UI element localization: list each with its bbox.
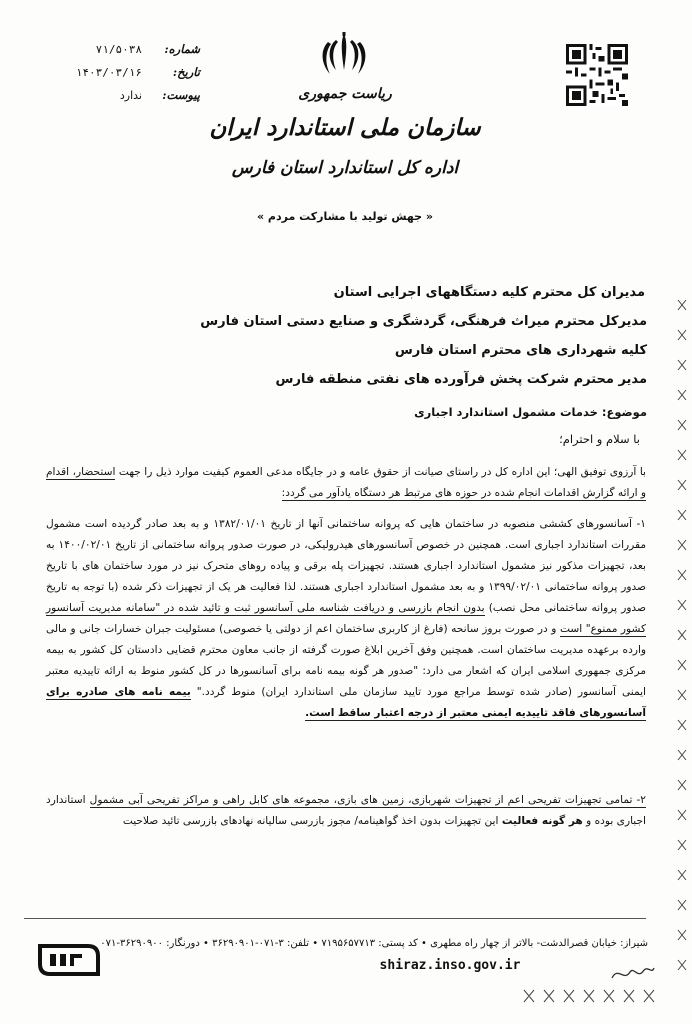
iran-emblem-icon bbox=[316, 30, 372, 82]
letter-number-row bbox=[30, 38, 200, 61]
recipient-item: مدیران کل محترم کلیه دستگاههای اجرایی استان bbox=[333, 285, 645, 300]
letter-date-value: ۱۴۰۳/۰۳/۱۶ bbox=[75, 66, 142, 79]
recipients-list bbox=[87, 278, 647, 394]
item-1-text-continued: و در صورت بروز سانحه (فارغ از کاربری ساختمان اعم از دولتی یا خصوصی) مسئولیت جبران خسارات جانی و مالی وارده برعهده مدیریت ساختمان است. همچنین وفق آخرین ابلاغ صورت گرفته از جانب معاون محترم قضایی دادستان کل کشور به بیمه مرکزی جمهوری اسلامی ایران که اشعار می دارد: "صدور هر گونه بیمه نامه برای آسانسورها در کل کشور منوط به ارائه تاییدیه معتبر ایمنی آسانسور (صادر شده توسط مراجع مورد تایید سازمان ملی استاندارد ایران) منوط گردد." bbox=[46, 623, 646, 698]
item-2-bold-text: هر گونه فعالیت bbox=[501, 815, 583, 827]
qr-code-icon bbox=[566, 44, 628, 106]
footer-divider bbox=[24, 918, 646, 919]
recipient-item: مدیرکل محترم میراث فرهنگی، گردشگری و صنایع دستی استان فارس bbox=[200, 314, 647, 329]
letter-attachment-value: ندارد bbox=[119, 89, 142, 102]
slogan: « جهش تولید با مشارکت مردم » bbox=[256, 210, 434, 223]
signature-icon bbox=[610, 962, 656, 984]
presidency-title: ریاست جمهوری bbox=[298, 86, 392, 102]
footer-address: شیراز: خیابان قصرالدشت- بالاتر از چهار راه مطهری • کد پستی: ۷۱۹۵۶۵۷۷۱۳ • تلفن: ۳-۰۷۱-۳۶۲۹۰۹۰۱ • دورنگار: ۳۶۲۹۰۹۰۰-۰۷۱ bbox=[100, 938, 648, 949]
item-1-text: ۱- آسانسورهای کششی منصوبه در ساختمان هایی که پروانه ساختمانی آنها از تاریخ ۱۳۸۲/۰۱/۰۱ و به بعد صادر گردیده است مشمول مقررات استاندارد اجباری است. همچنین در خصوص آسانسورهای هیدرولیکی، در صورت صدور پروانه ساختمانی از تاریخ ۱۴۰۰/۰۲/۰۱ به بعد، تجهیزات مذکور نیز مشمول استاندارد اجباری هستند. تجهیزات پله برقی و پیاده روهای متحرک نیز در مورد ساختمان های با تاریخ صدور پروانه ساختمانی ۱۳۹۹/۰۲/۰۱ و به بعد مشمول استاندارد اجباری هستند. لذا فعالیت هر یک از تجهیزات ذکر شده (با توجه به تاریخ صدور پروانه ساختمانی محل نصب) bbox=[46, 518, 647, 614]
recipient-item: کلیه شهرداری های محترم استان فارس bbox=[394, 343, 647, 358]
bottom-edge-marks bbox=[520, 988, 670, 1006]
recipient-item: مدیر محترم شرکت پخش فرآورده های نفتی منطقه فارس bbox=[275, 372, 647, 387]
item-1-paragraph bbox=[46, 514, 646, 724]
subject-line: موضوع: خدمات مشمول استاندارد اجباری bbox=[414, 405, 647, 419]
letter-meta bbox=[30, 38, 200, 107]
item-2-text-continued: این تجهیزات بدون اخذ گواهینامه/ مجوز بازرسی سالیانه نهادهای بازرسی تائید صلاحیت bbox=[122, 815, 502, 827]
item-1-underlined-conclusion: بیمه نامه های صادره برای آسانسورهای فاقد تاییدیه ایمنی معتبر از درجه اعتبار ساقط است. bbox=[46, 686, 646, 719]
intro-text: با آرزوی توفیق الهی؛ این اداره کل در راستای صیانت از حقوق عامه و در جایگاه مدعی العموم کیفیت موارد ذیل را جهت bbox=[115, 466, 646, 478]
letter-attachment-label: پیوست: bbox=[162, 88, 200, 102]
letter-number-label: شماره: bbox=[164, 42, 200, 56]
letter-date-label: تاریخ: bbox=[172, 65, 200, 79]
item-2-text: استاندارد اجباری بوده و bbox=[46, 794, 646, 827]
isiri-standard-logo-icon bbox=[36, 940, 106, 980]
intro-paragraph bbox=[46, 462, 646, 504]
item-1-underlined-text: بدون انجام بازرسی و دریافت شناسه ملی آسانسور ثبت و تائید شده در "سامانه مدیریت آسانسور کشور ممنوع" است bbox=[46, 602, 646, 635]
greeting: با سلام و احترام؛ bbox=[559, 432, 640, 446]
item-2-paragraph bbox=[46, 790, 646, 832]
letter-number-value: ۷۱/۵۰۳۸ bbox=[95, 43, 142, 56]
department-title: اداره کل استاندارد استان فارس bbox=[231, 158, 459, 178]
letter-attachment-row bbox=[30, 84, 200, 107]
letter-date-row bbox=[30, 61, 200, 84]
intro-text-underlined: استحضار، اقدام و ارائه گزارش اقدامات انجام شده در حوزه های مرتبط هر دستگاه یادآور می گردد: bbox=[46, 466, 646, 499]
organization-title: سازمان ملی استاندارد ایران bbox=[209, 114, 481, 141]
item-2-underlined-text: ۲- تمامی تجهیزات تفریحی اعم از تجهیزات شهربازی، زمین های بازی، مجموعه های کابل راهی و مراکز تفریحی آبی مشمول bbox=[89, 794, 646, 806]
binder-edge-marks bbox=[674, 300, 690, 990]
footer-website: shiraz.inso.gov.ir bbox=[379, 958, 521, 973]
